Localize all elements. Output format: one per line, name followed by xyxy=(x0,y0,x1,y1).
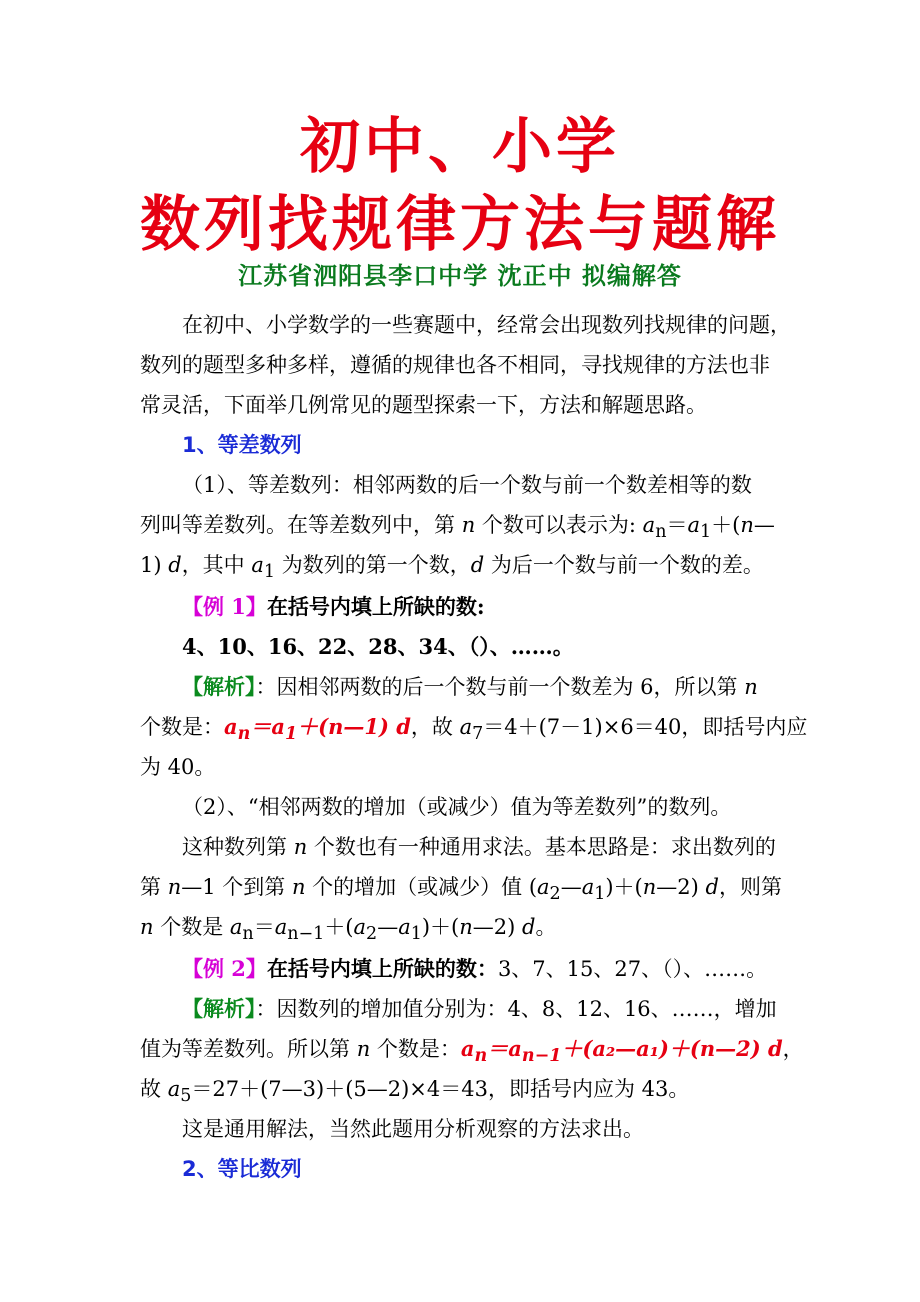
intro-line-3: 常灵活，下面举几例常见的题型探索一下，方法和解题思路。 xyxy=(140,393,707,417)
example-2-solution-line-1: 【解析】：因数列的增加值分别为：4、8、12、16、……，增加 xyxy=(182,996,777,1021)
example-2-solution-line-3: 故 $a_5=27+(7—3)+(5—2)\times 4=43$，即括号内应为 43。 xyxy=(140,1077,690,1107)
def2-line-3: 第 n—1 个到第 n 个的增加（或减少）值 $(a_2—a_1)+(n—2)$ d，则第 xyxy=(140,875,782,905)
section-2-heading: 2、等比数列 xyxy=(182,1157,302,1181)
example-1-sequence: 4、10、16、22、28、34、（）、……。 xyxy=(182,634,574,659)
def1-line-1: （1）、等差数列：相邻两数的后一个数与前一个数差相等的数 xyxy=(182,473,752,497)
example-2-tag: 【例 2】 xyxy=(182,956,267,981)
formula-2: ＋(a₂—a₁)＋(n—2) d xyxy=(561,1036,783,1061)
def1-line-3: 1) d，其中 $a_1$ 为数列的第一个数，d 为后一个数与前一个数的差。 xyxy=(140,553,764,583)
example-2-solution-line-2: 值为等差数列。所以第 n 个数是：$a_n=a_{n-1}+(a_2—a_1)+(n—2)$ d， xyxy=(140,1036,804,1067)
intro-line-1: 在初中、小学数学的一些赛题中，经常会出现数列找规律的问题， xyxy=(182,313,791,337)
example-1-solution-line-2: 个数是：$a_n=a_1+(n—1)$ d，故 $a_7=4+(7-1)\times 6=40$，即括号内应 xyxy=(140,714,808,745)
note-line: 这是通用解法，当然此题用分析观察的方法求出。 xyxy=(182,1117,644,1141)
intro-line-2: 数列的题型多种多样，遵循的规律也各不相同，寻找规律的方法也非 xyxy=(140,353,770,377)
formula-1: ＋(n—1) d xyxy=(297,714,411,739)
def1-line-2: 列叫等差数列。在等差数列中，第 n 个数可以表示为: $a_n=a_1+(n—$ xyxy=(140,513,775,543)
author-line: 江苏省泗阳县李口中学 沈正中 拟编解答 xyxy=(238,262,682,290)
example-1-solution-line-1: 【解析】：因相邻两数的后一个数与前一个数差为 6，所以第 n xyxy=(182,674,758,699)
def2-line-2: 这种数列第 n 个数也有一种通用求法。基本思路是：求出数列的 xyxy=(182,835,776,859)
def2-line-4: n 个数是 $a_n=a_{n-1}+(a_2—a_1)+(n—2)$ d。 xyxy=(140,915,557,945)
title-line-2: 数列找规律方法与题解 xyxy=(140,190,780,260)
title-line-1: 初中、小学 xyxy=(300,112,620,182)
def2-line-1: （2）、“相邻两数的增加（或减少）值为等差数列”的数列。 xyxy=(182,795,732,819)
example-1-solution-line-3: 为 40。 xyxy=(140,755,216,779)
example-1-tag: 【例 1】 xyxy=(182,594,267,619)
section-1-heading: 1、等差数列 xyxy=(182,433,302,457)
solution-1-tag: 【解析】 xyxy=(182,674,256,699)
example-2-prompt: 【例 2】在括号内填上所缺的数：3、7、15、27、（）、……。 xyxy=(182,956,768,981)
solution-2-tag: 【解析】 xyxy=(182,996,256,1021)
example-1-prompt: 【例 1】在括号内填上所缺的数: xyxy=(182,594,485,619)
